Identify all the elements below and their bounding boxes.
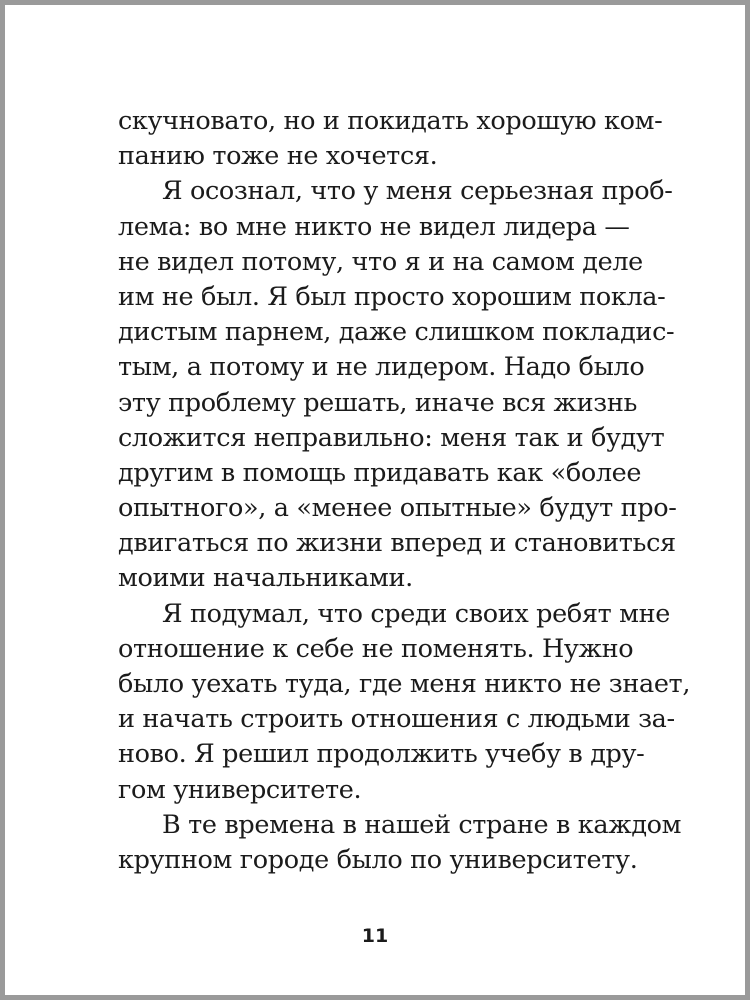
text-line: дистым парнем, даже слишком покладис- (118, 317, 675, 348)
body-text (118, 104, 691, 878)
paragraph-start-line: Я осознал, что у меня серьезная проб- (162, 176, 673, 207)
text-line: двигаться по жизни вперед и становиться (118, 528, 676, 559)
text-line: отношение к себе не поменять. Нужно (118, 633, 634, 664)
text-line: было уехать туда, где меня никто не знает, (118, 669, 691, 699)
page-number: 11 (361, 925, 389, 947)
text-line: гом университете. (118, 774, 362, 805)
text-line: опытного», а «менее опытные» будут про- (118, 493, 677, 524)
text-line: моими начальниками. (118, 563, 413, 594)
text-line: лема: во мне никто не видел лидера — (118, 211, 630, 242)
text-line: им не был. Я был просто хорошим покла- (118, 281, 666, 312)
text-line: и начать строить отношения с людьми за- (118, 704, 675, 735)
text-line: другим в помощь придавать как «более (118, 457, 642, 488)
paragraph-start-line: В те времена в нашей стране в каждом (162, 809, 682, 840)
text-line: скучновато, но и покидать хорошую ком- (118, 106, 663, 136)
text-line: не видел потому, что я и на самом деле (118, 246, 643, 277)
text-line: тым, а потому и не лидером. Надо было (118, 352, 645, 383)
text-line: панию тоже не хочется. (118, 141, 438, 172)
text-line: ново. Я решил продолжить учебу в дру- (118, 739, 645, 770)
text-line: крупном городе было по университету. (118, 844, 638, 875)
text-line: сложится неправильно: меня так и будут (118, 422, 665, 453)
text-line: эту проблему решать, иначе вся жизнь (118, 387, 638, 418)
paragraph-start-line: Я подумал, что среди своих ребят мне (162, 598, 670, 629)
